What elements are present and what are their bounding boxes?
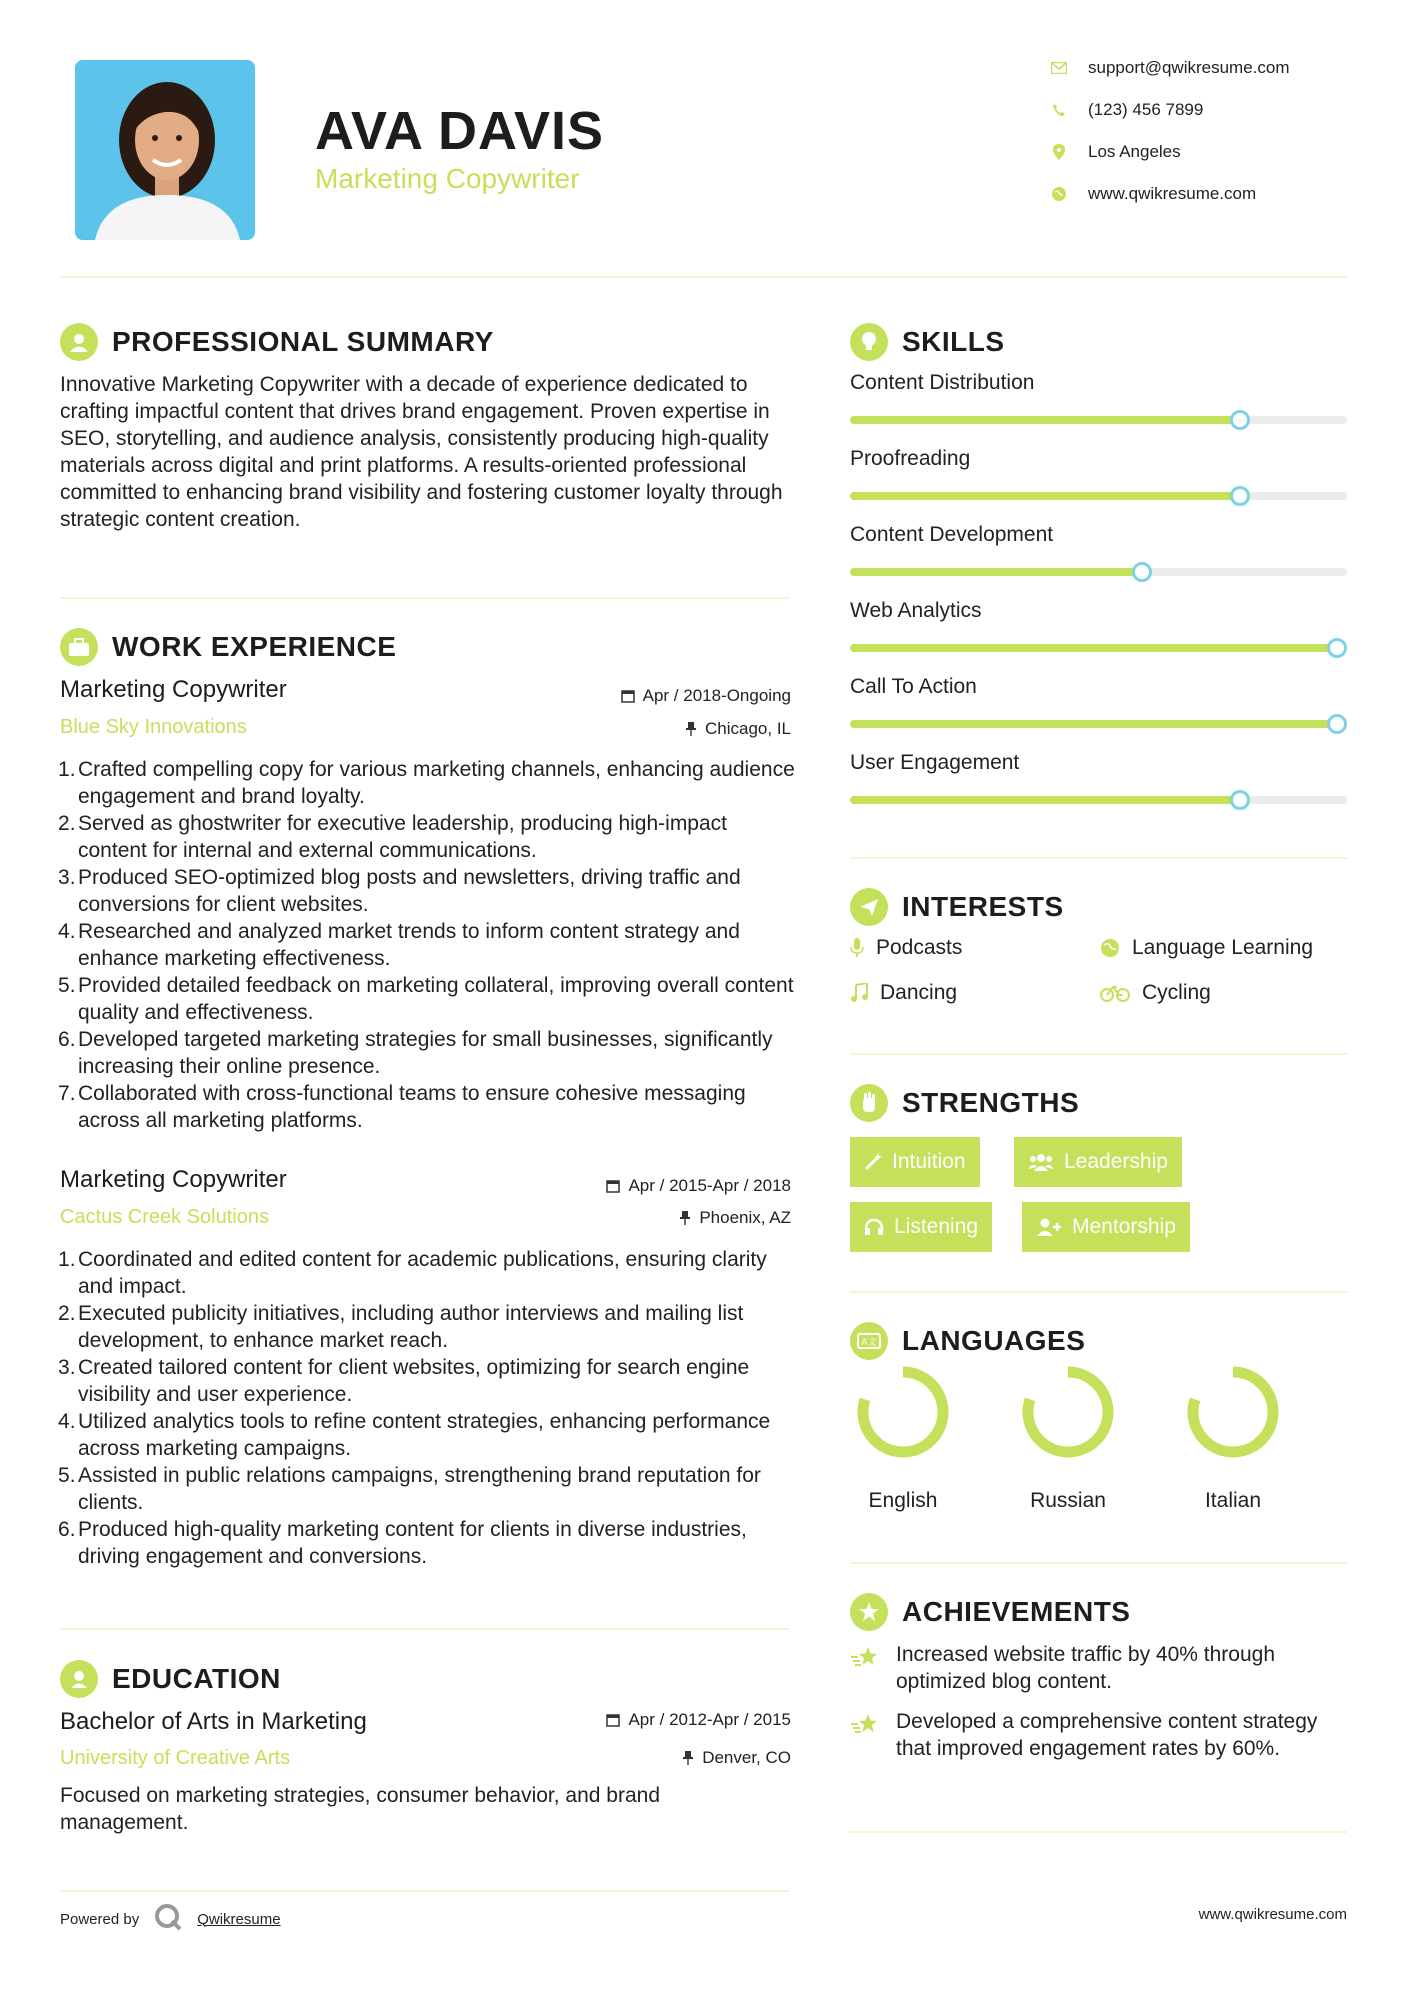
strength-label: Mentorship	[1072, 1215, 1176, 1238]
skill-bar	[850, 492, 1347, 500]
skill-bar	[850, 416, 1347, 424]
experience-heading	[60, 628, 396, 666]
calendar-icon	[621, 689, 635, 703]
achievement-item-2	[850, 1708, 1347, 1762]
graduation-icon	[60, 1660, 98, 1698]
list-item: Created tailored content for client websites, optimizing for search engine visibility and user experience.	[78, 1356, 750, 1406]
job-2-bullets	[60, 1246, 800, 1570]
skill-knob	[1327, 638, 1347, 658]
job-1-title: Marketing Copywriter	[60, 676, 287, 703]
skill-label: Content Development	[850, 523, 1054, 546]
skill-bar-fill	[850, 568, 1142, 576]
language-ring	[1183, 1362, 1283, 1462]
map-pin-icon	[1050, 143, 1068, 161]
language-label: Russian	[1030, 1489, 1106, 1512]
achievement-item-1	[850, 1641, 1347, 1695]
user-icon	[60, 323, 98, 361]
strengths-heading	[850, 1084, 1079, 1122]
job-2-company: Cactus Creek Solutions	[60, 1206, 269, 1228]
list-item: Researched and analyzed market trends to inform content strategy and enhance marketing effectiveness.	[78, 920, 740, 970]
list-item: Developed targeted marketing strategies for small businesses, significantly increasing their online presence.	[78, 1028, 773, 1078]
skill-bar-fill	[850, 492, 1240, 500]
users-icon	[1028, 1153, 1054, 1171]
list-item: Produced SEO-optimized blog posts and newsletters, driving traffic and conversions for client websites.	[78, 866, 741, 916]
lightbulb-icon	[850, 323, 888, 361]
achievements-divider	[850, 1831, 1347, 1833]
list-item: Assisted in public relations campaigns, strengthening brand reputation for clients.	[78, 1464, 761, 1514]
bicycle-icon	[1100, 984, 1130, 1002]
skill-label: Proofreading	[850, 447, 971, 470]
paper-plane-icon	[850, 888, 888, 926]
skill-knob	[1230, 486, 1250, 506]
pushpin-icon	[682, 1751, 694, 1765]
job-1-location	[685, 719, 791, 739]
skill-knob	[1230, 410, 1250, 430]
languages-divider	[850, 1562, 1347, 1564]
education-degree: Bachelor of Arts in Marketing	[60, 1708, 367, 1735]
contact-location-text: Los Angeles	[1088, 142, 1181, 161]
list-item: Produced high-quality marketing content for clients in diverse industries, driving engagement and conversions.	[78, 1518, 747, 1568]
music-note-icon	[850, 983, 868, 1003]
summary-divider	[60, 597, 790, 599]
list-item: Coordinated and edited content for academic publications, ensuring clarity and impact.	[78, 1248, 767, 1298]
interests-title: INTERESTS	[902, 891, 1064, 922]
interest-language-learning	[1100, 936, 1313, 960]
pushpin-icon	[685, 722, 697, 736]
skill-bar-fill	[850, 796, 1240, 804]
language-ring-arc	[1193, 1372, 1273, 1452]
strength-label: Intuition	[892, 1150, 966, 1173]
user-plus-icon	[1036, 1218, 1062, 1236]
microphone-icon	[850, 938, 864, 958]
skill-knob	[1132, 562, 1152, 582]
list-item: Collaborated with cross-functional teams to ensure cohesive messaging across all marketing platforms.	[78, 1082, 746, 1132]
education-divider	[60, 1890, 790, 1892]
skills-title: SKILLS	[902, 326, 1005, 357]
strength-leadership	[1014, 1137, 1182, 1187]
job-2-dates	[606, 1176, 791, 1196]
job-2-title: Marketing Copywriter	[60, 1166, 287, 1193]
languages-title: LANGUAGES	[902, 1325, 1086, 1356]
skill-label: User Engagement	[850, 751, 1020, 774]
summary-title: PROFESSIONAL SUMMARY	[112, 326, 494, 357]
interest-label: Cycling	[1142, 981, 1211, 1004]
shooting-star-icon	[850, 1708, 880, 1762]
experience-divider	[60, 1628, 790, 1630]
interest-cycling	[1100, 981, 1211, 1005]
job-2-dates-text: Apr / 2015-Apr / 2018	[628, 1176, 791, 1195]
list-item: Crafted compelling copy for various marketing channels, enhancing audience engagement and brand loyalty.	[78, 758, 795, 808]
experience-title: WORK EXPERIENCE	[112, 631, 397, 662]
language-label: Italian	[1204, 1489, 1262, 1512]
list-item: Executed publicity initiatives, including author interviews and mailing list development, to enhance market reach.	[78, 1302, 744, 1352]
skill-label: Call To Action	[850, 675, 977, 698]
interest-label: Podcasts	[876, 936, 963, 959]
interest-dancing	[850, 981, 957, 1005]
skill-label: Web Analytics	[850, 599, 982, 622]
profile-photo	[75, 60, 255, 240]
job-2-location-text: Phoenix, AZ	[699, 1208, 791, 1227]
skill-bar-fill	[850, 644, 1337, 652]
shooting-star-icon	[850, 1641, 880, 1695]
contact-phone[interactable]	[1050, 100, 1203, 120]
strength-listening	[850, 1202, 992, 1252]
qwikresume-link[interactable]: Qwikresume	[197, 1910, 281, 1928]
envelope-icon	[1050, 59, 1068, 77]
education-location-text: Denver, CO	[702, 1748, 791, 1767]
interest-label: Language Learning	[1132, 936, 1314, 959]
job-1-dates-text: Apr / 2018-Ongoing	[642, 686, 791, 705]
skill-bar	[850, 644, 1347, 652]
strengths-divider	[850, 1291, 1347, 1293]
skill-knob	[1327, 714, 1347, 734]
list-item: Served as ghostwriter for executive leadership, producing high-impact content for internal and external communications.	[78, 812, 728, 862]
education-heading	[60, 1660, 281, 1698]
job-1-location-text: Chicago, IL	[705, 719, 791, 738]
strength-mentorship	[1022, 1202, 1190, 1252]
skills-divider	[850, 857, 1347, 859]
footer-powered-by	[60, 1902, 281, 1936]
skill-label: Content Distribution	[850, 371, 1035, 394]
phone-icon	[1050, 101, 1068, 119]
language-ring-arc	[863, 1372, 943, 1452]
list-item: Utilized analytics tools to refine content strategies, enhancing performance across marketing campaigns.	[78, 1410, 771, 1460]
education-title: EDUCATION	[112, 1663, 281, 1694]
skills-heading	[850, 323, 1005, 361]
candidate-title: Marketing Copywriter	[315, 163, 580, 194]
skill-knob	[1230, 790, 1250, 810]
education-dates	[606, 1710, 791, 1730]
contact-email-text: support@qwikresume.com	[1088, 58, 1290, 77]
interest-label: Dancing	[880, 981, 958, 1004]
skill-bar-fill	[850, 720, 1337, 728]
briefcase-icon	[60, 628, 98, 666]
education-description: Focused on marketing strategies, consumer behavior, and brand management.	[60, 1784, 661, 1834]
language-label: English	[868, 1489, 938, 1512]
strength-label: Leadership	[1064, 1150, 1168, 1173]
contact-location	[1050, 142, 1181, 162]
job-2-location	[679, 1208, 791, 1228]
strength-intuition	[850, 1137, 980, 1187]
language-ring	[1018, 1362, 1118, 1462]
languages-heading	[850, 1322, 1085, 1360]
skill-bar-fill	[850, 416, 1240, 424]
star-badge-icon	[850, 1593, 888, 1631]
contact-phone-text: (123) 456 7899	[1088, 100, 1204, 119]
candidate-name: AVA DAVIS	[315, 101, 605, 161]
calendar-icon	[606, 1179, 620, 1193]
job-1-dates	[621, 686, 791, 706]
achievement-text: Developed a comprehensive content strategy that improved engagement rates by 60%.	[896, 1710, 1318, 1760]
strengths-title: STRENGTHS	[902, 1087, 1080, 1118]
achievements-title: ACHIEVEMENTS	[902, 1596, 1131, 1627]
language-ring-arc	[1028, 1372, 1108, 1452]
interest-podcasts	[850, 936, 962, 960]
globe-icon	[1100, 938, 1120, 958]
hand-icon	[850, 1084, 888, 1122]
interests-heading	[850, 888, 1064, 926]
footer-website[interactable]: www.qwikresume.com	[1198, 1906, 1347, 1923]
skill-bar	[850, 720, 1347, 728]
strength-label: Listening	[894, 1215, 979, 1238]
contact-website-text: www.qwikresume.com	[1088, 184, 1257, 203]
skill-bar	[850, 796, 1347, 804]
list-item: Provided detailed feedback on marketing collateral, improving overall content quality and effectiveness.	[78, 974, 794, 1024]
powered-by-label: Powered by	[60, 1910, 140, 1928]
calendar-icon	[606, 1713, 620, 1727]
language-ring	[853, 1362, 953, 1462]
header-divider	[60, 276, 1347, 278]
language-icon	[850, 1322, 888, 1360]
education-dates-text: Apr / 2012-Apr / 2015	[628, 1710, 791, 1729]
job-1-bullets	[60, 756, 800, 1134]
job-1-company: Blue Sky Innovations	[60, 716, 247, 738]
achievements-heading	[850, 1593, 1130, 1631]
education-location	[682, 1748, 791, 1768]
summary-heading	[60, 323, 494, 361]
pushpin-icon	[679, 1211, 691, 1225]
qwikresume-logo-icon	[153, 1902, 183, 1936]
svg-text:A文: A文	[861, 1338, 877, 1348]
skill-bar	[850, 568, 1347, 576]
contact-email[interactable]	[1050, 58, 1290, 78]
contact-website[interactable]	[1050, 184, 1256, 204]
summary-text: Innovative Marketing Copywriter with a decade of experience dedicated to crafting impactful content that drives brand engagement. Proven expertise in SEO, storytelling, and audience analysis, consistently producing high-quality materials across digital and print platforms. A results-oriented professional committed to enhancing brand visibility and fostering customer loyalty through strategic content creation.	[60, 373, 783, 531]
interests-divider	[850, 1053, 1347, 1055]
achievement-text: Increased website traffic by 40% through optimized blog content.	[896, 1643, 1275, 1693]
globe-icon	[1050, 185, 1068, 203]
headphones-icon	[864, 1218, 884, 1236]
education-school: University of Creative Arts	[60, 1747, 291, 1769]
magic-wand-icon	[864, 1153, 882, 1171]
